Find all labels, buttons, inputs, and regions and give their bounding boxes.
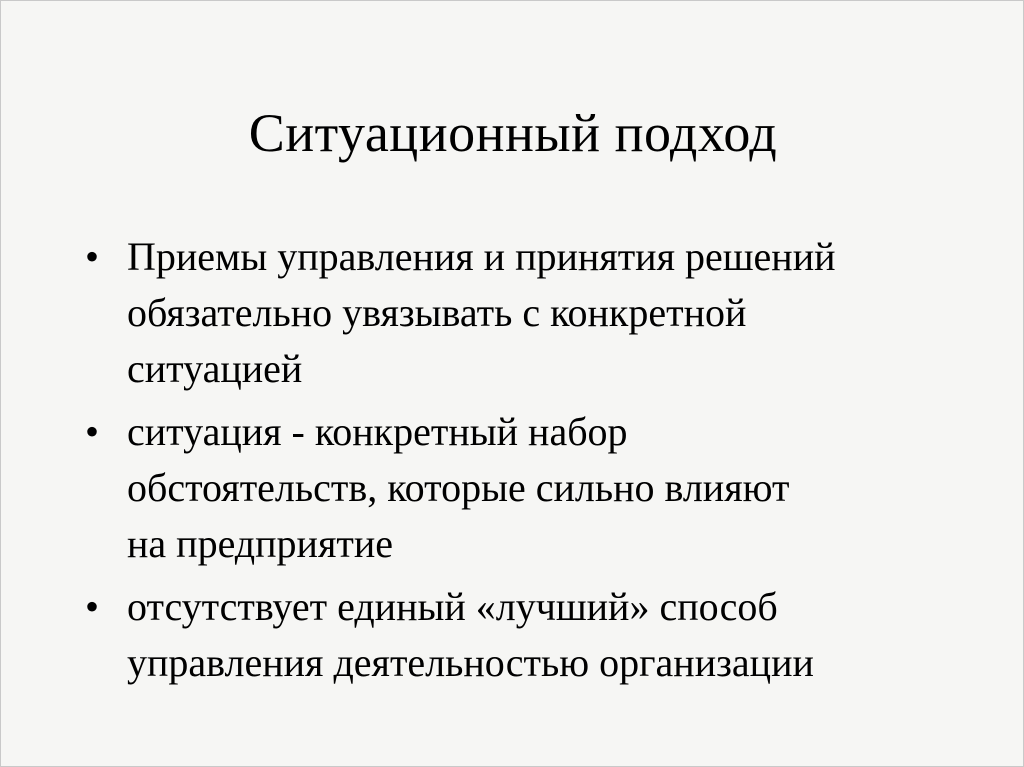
bullet-text-line: ситуацией <box>127 346 303 391</box>
bullet-list <box>85 229 965 698</box>
bullet-text-line: ситуация - конкретный набор <box>127 409 628 454</box>
slide-title: Ситуационный подход <box>248 103 778 163</box>
bullet-marker: • <box>85 584 100 629</box>
bullet-marker: • <box>85 409 100 454</box>
bullet-item <box>85 229 965 397</box>
bullet-text-line: на предприятие <box>127 521 393 566</box>
bullet-text-line: отсутствует единый «лучший» способ <box>127 584 778 629</box>
bullet-marker: • <box>85 234 100 279</box>
bullet-item <box>85 404 965 572</box>
bullet-text-line: обстоятельств, которые сильно влияют <box>127 465 790 510</box>
bullet-text-line: Приемы управления и принятия решений <box>127 234 836 279</box>
bullet-text-line: управления деятельностью организации <box>127 640 814 685</box>
bullet-item <box>85 579 965 691</box>
bullet-text-line: обязательно увязывать с конкретной <box>127 290 747 335</box>
